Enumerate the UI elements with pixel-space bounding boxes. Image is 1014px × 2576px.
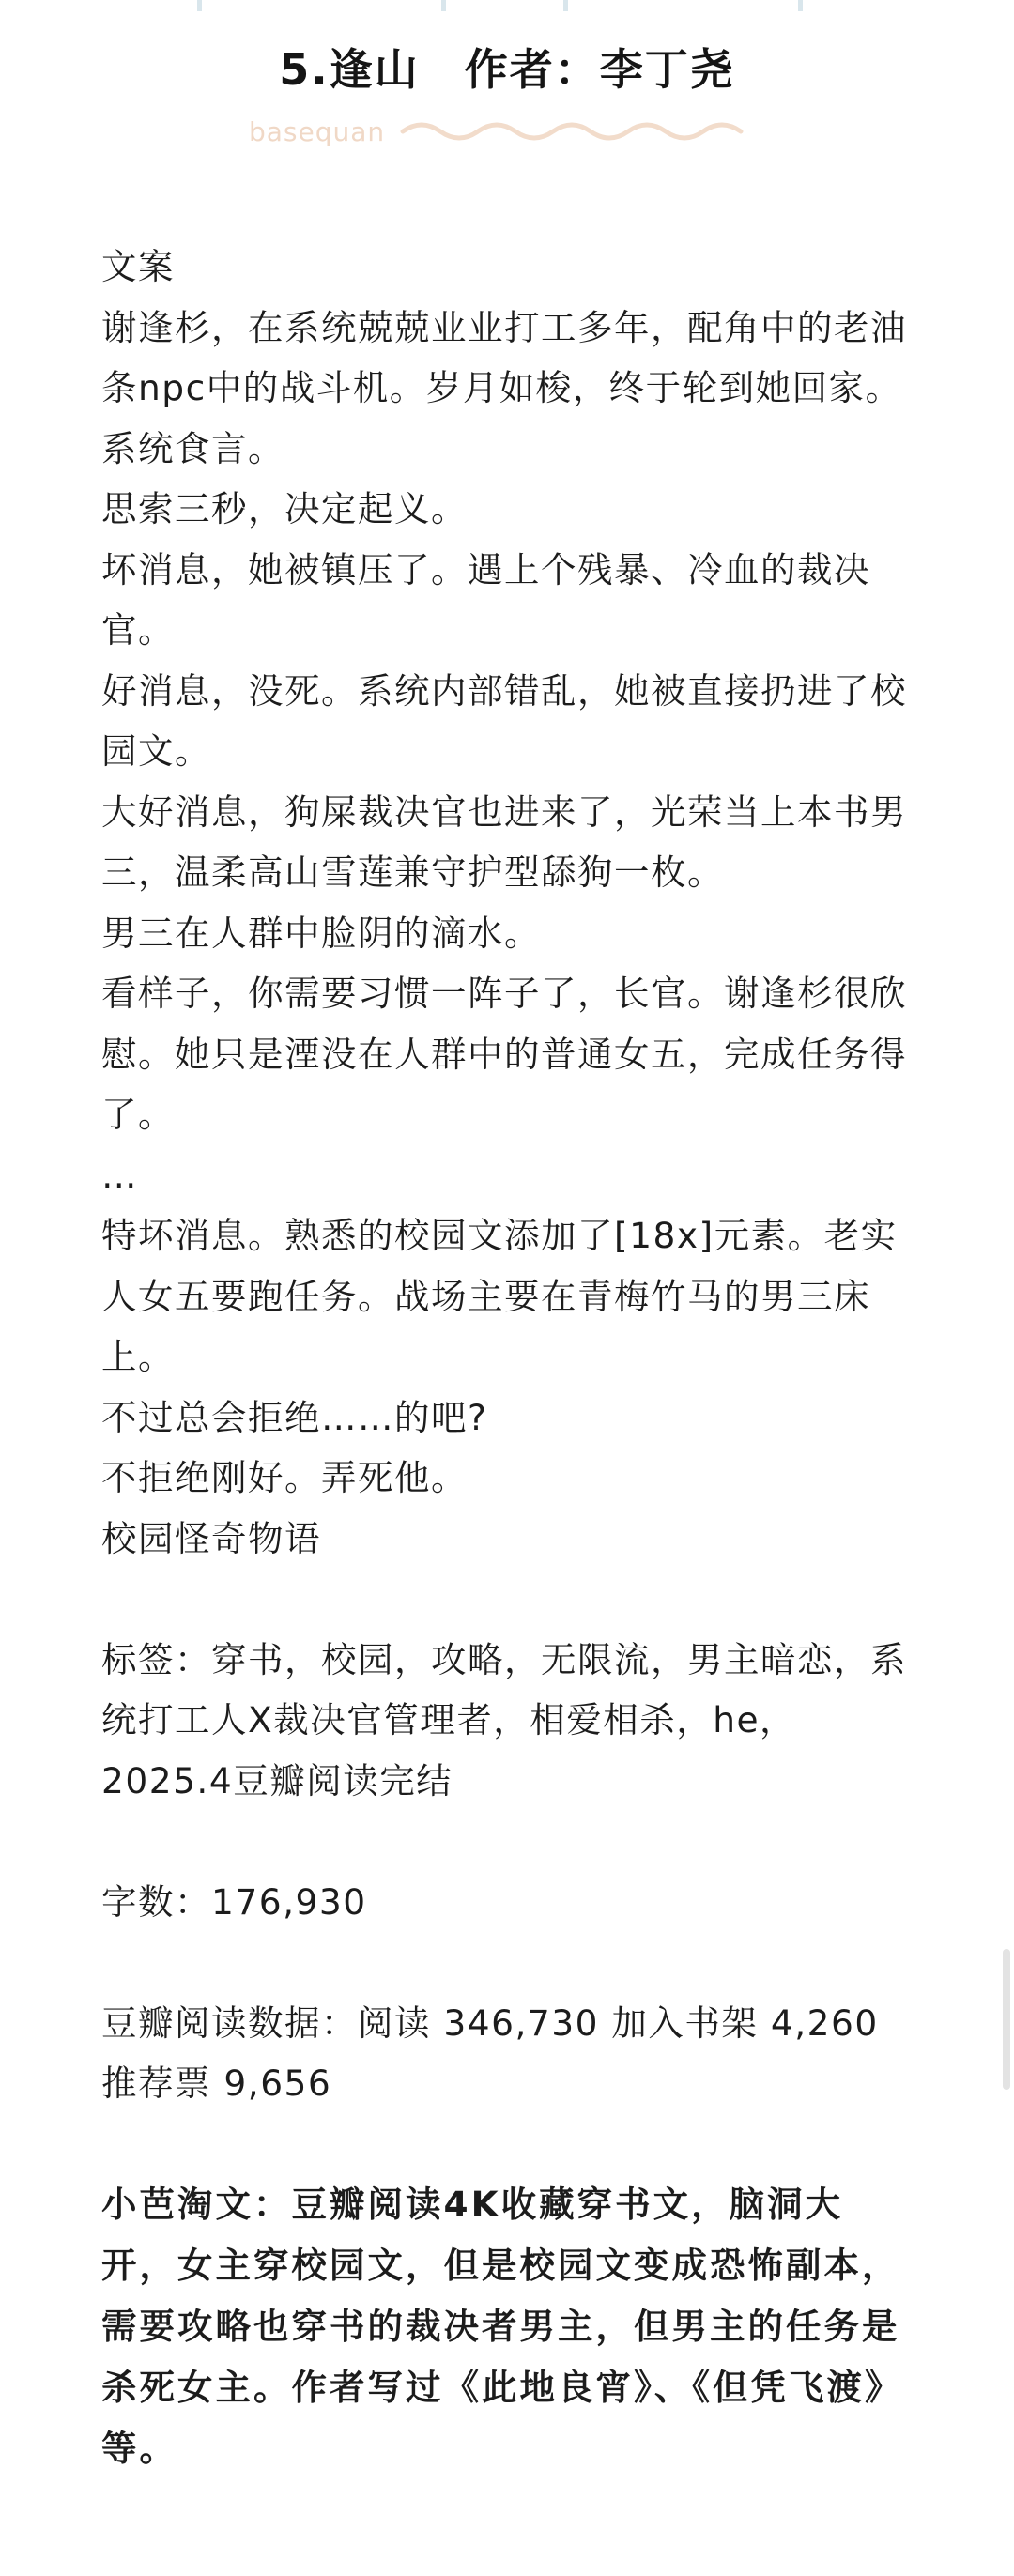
spacer — [101, 2114, 918, 2175]
synopsis-paragraph: 看样子，你需要习惯一阵子了，长官。谢逢杉很欣慰。她只是湮没在人群中的普通女五，完成任务得了。 — [101, 973, 907, 1135]
synopsis-heading: 文案 — [101, 246, 175, 287]
top-tick — [197, 0, 202, 11]
title-decoration — [249, 111, 756, 158]
synopsis-paragraph: … — [101, 1154, 138, 1196]
synopsis-paragraph: 校园怪奇物语 — [101, 1517, 321, 1559]
spacer — [101, 1569, 918, 1630]
spacer — [101, 1932, 918, 1993]
top-tick — [563, 0, 568, 11]
top-decoration — [0, 0, 1014, 13]
synopsis-paragraph: 不拒绝刚好。弄死他。 — [101, 1457, 468, 1498]
top-tick — [441, 0, 446, 11]
reading-stats: 豆瓣阅读数据：阅读 346,730 加入书架 4,260 推荐票 9,656 — [101, 2001, 879, 2104]
review-paragraph: 小芭淘文：豆瓣阅读4K收藏穿书文，脑洞大开，女主穿校园文，但是校园文变成恐怖副本，需要攻略也穿书的裁决者男主，但男主的任务是杀死女主。作者写过《此地良宵》、《但凭飞渡》等。 — [101, 2184, 903, 2469]
header — [0, 36, 1014, 98]
synopsis-paragraph: 思索三秒，决定起义。 — [101, 488, 468, 529]
synopsis-paragraph: 大好消息，狗屎裁决官也进来了，光荣当上本书男三，温柔高山雪莲兼守护型舔狗一枚。 — [101, 790, 907, 893]
watermark-text: basequan — [249, 116, 386, 147]
synopsis-paragraph: 系统食言。 — [101, 427, 284, 469]
word-count: 字数：176,930 — [101, 1880, 367, 1923]
top-tick — [798, 0, 803, 11]
page-title: 5.逢山 作者：李丁尧 — [279, 44, 735, 95]
tags-line: 标签：穿书，校园，攻略，无限流，男主暗恋，系统打工人X裁决官管理者，相爱相杀，he，2025.4豆瓣阅读完结 — [101, 1638, 907, 1802]
wave-ornament — [399, 111, 756, 148]
article-body — [101, 237, 918, 2479]
synopsis-paragraph: 男三在人群中脸阴的滴水。 — [101, 912, 541, 954]
synopsis-paragraph: 特坏消息。熟悉的校园文添加了[18x]元素。老实人女五要跑任务。战场主要在青梅竹马的男三床上。 — [101, 1215, 898, 1377]
synopsis-paragraph: 好消息，没死。系统内部错乱，她被直接扔进了校园文。 — [101, 669, 907, 772]
scrollbar[interactable] — [1003, 1949, 1010, 2090]
spacer — [101, 1811, 918, 1872]
synopsis-paragraph: 不过总会拒绝……的吧? — [101, 1396, 488, 1438]
synopsis-paragraph: 谢逢杉，在系统兢兢业业打工多年，配角中的老油条npc中的战斗机。岁月如梭，终于轮到她回家。 — [101, 306, 907, 408]
synopsis-paragraph: 坏消息，她被镇压了。遇上个残暴、冷血的裁决官。 — [101, 548, 870, 651]
